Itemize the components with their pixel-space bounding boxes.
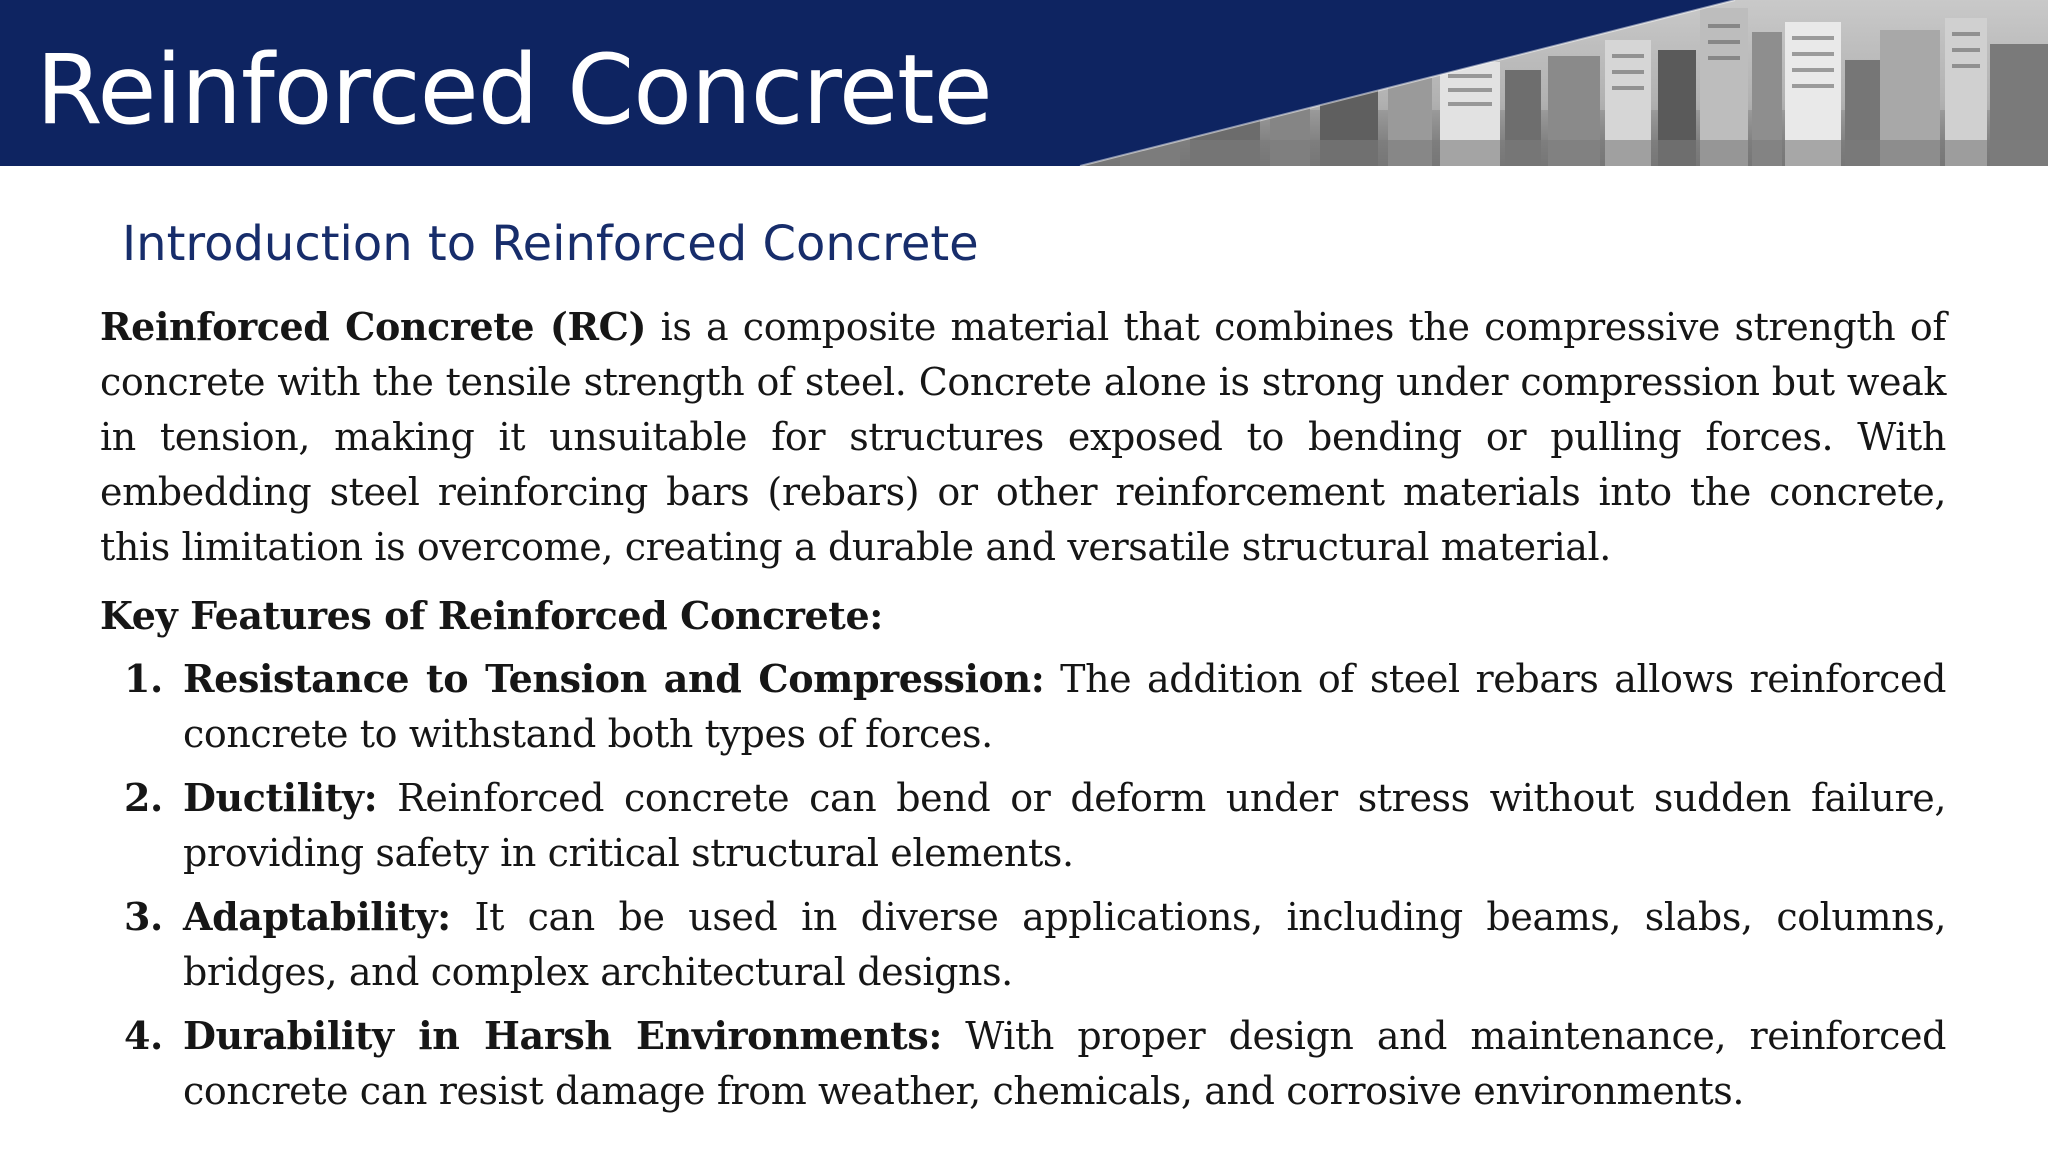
content-body: [100, 299, 1946, 1127]
list-item-number: 2.: [124, 775, 163, 820]
list-item-text: Reinforced concrete can bend or deform under stress without sudden failure, providing safety in critical structural elements.: [183, 776, 1946, 875]
list-item: [100, 770, 1946, 881]
features-heading: Key Features of Reinforced Concrete:: [100, 593, 883, 638]
intro-text: is a composite material that combines the compressive strength of concrete with the tensile strength of steel. Concrete alone is strong under compression but weak in tension, making it unsuitable for structures exposed to bending or pulling forces. With embedding steel reinforcing bars (rebars) or other reinforcement materials into the concrete, this limitation is overcome, creating a durable and versatile structural material.: [100, 305, 1947, 569]
feature-list: [100, 651, 1946, 1119]
list-item-text: With proper design and maintenance, reinforced concrete can resist damage from weather, chemicals, and corrosive environments.: [183, 1014, 1946, 1113]
list-item: [100, 1008, 1946, 1119]
section-subtitle: Introduction to Reinforced Concrete: [122, 216, 979, 272]
list-item: [100, 651, 1946, 762]
intro-paragraph: [100, 299, 1946, 575]
list-item-number: 1.: [124, 656, 163, 701]
list-item-text: The addition of steel rebars allows reinforced concrete to withstand both types of forces.: [183, 657, 1946, 756]
list-item-title: Ductility:: [183, 775, 378, 820]
slide-title: Reinforced Concrete: [36, 34, 992, 146]
list-item-title: Durability in Harsh Environments:: [183, 1013, 942, 1058]
list-item-text: It can be used in diverse applications, including beams, slabs, columns, bridges, and complex architectural designs.: [183, 895, 1946, 994]
list-item: [100, 889, 1946, 1000]
list-item-number: 3.: [124, 894, 163, 939]
list-item-title: Adaptability:: [183, 894, 451, 939]
intro-term: Reinforced Concrete (RC): [100, 304, 647, 349]
list-item-title: Resistance to Tension and Compression:: [183, 656, 1045, 701]
list-item-number: 4.: [124, 1013, 163, 1058]
